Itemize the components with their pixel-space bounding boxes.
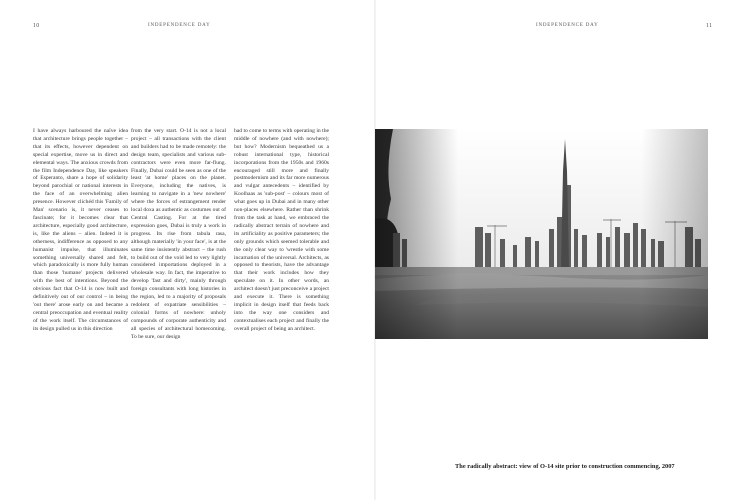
left-column-1 <box>33 128 128 334</box>
photo-caption: The radically abstract: view of O-14 site prior to construction commencing, 2007 <box>455 463 675 470</box>
left-column-2 <box>131 128 226 341</box>
right-running-head: INDEPENDENCE DAY <box>536 23 599 28</box>
right-page-number: 11 <box>706 23 713 29</box>
right-column <box>234 128 329 334</box>
body-text: I have always harboured the naïve idea that architecture brings people together – that its effects, however dependent on special expertise, move us in direct and elemental ways. The anxious crowds from the film Independence Day, like speakers of Esperanto, share a hope of solidarity beyond parochial or national interests in the face of an overwhelming alien presence. However clichéd this 'Family of Man' scenario is, it never ceases to fascinate; for it becomes clear that architecture, especially good architecture, is, like the aliens – alien. Indeed it is otherness, indifference as opposed to any humanist impulse, that illuminates something universally shared and felt, which paradoxically is more fully human than those 'humane' projects delivered with the best of intentions. Beyond the obvious fact that O-14 is now built and definitively out of our control – in being 'out there' arose early on and became a central preoccupation and eventual reality of the work itself. The circumstances of its design pulled us in this direction <box>33 128 128 332</box>
dubai-skyline-photo <box>375 129 708 339</box>
body-text: had to come to terms with operating in the middle of nowhere (and with nowhere); but how? Modernism bequeathed us a robust international type, historical incorporations from the 1950s and 1960s encouraged still more and finally postmodernism and its far more numerous and vulgar antecedents – identified by Koolhaas as 'sub-post' – colours most of what goes up in Dubai and in many other non-places elsewhere. Rather than shrink from the task at hand, we embraced the radically abstract terrain of nowhere and its artificiality as positive parameters; the only grounds which seemed tolerable and the only clear way to 'wrestle with some incarnation of the universal. Architects, as opposed to theorists, have the advantage that their work includes how they speculate on it. In other words, an architect doesn't just preconceive a project and execute it. There is something implicit in design itself that feeds back into the way one considers and contextualises each project and finally the overall project of being an architect. <box>234 128 329 332</box>
left-running-head: INDEPENDENCE DAY <box>148 23 211 28</box>
left-page-number: 10 <box>33 23 40 29</box>
photo-illustration <box>375 129 708 339</box>
body-text: from the very start. O-14 is not a local project – all transactions with the client and builders had to be made remotely: the design team, specialists and various sub-contractors were even more far-flung. Finally, Dubai could be seen as one of the least 'at home' places on the planet. Everyone, including the natives, is learning to navigate in a 'new nowhere' where the forces of estrangement render local doxa as authentic as costumes out of Central Casting. For at the tired expression goes, Dubai is truly a work in progress. Its rise from tabula rasa, although materially 'in your face', is at the same time insistently abstract – the rush to build out of the void led to very lightly considered importations deployed in a wholesale way. In fact, the imperative to develop 'fast and dirty', mainly through foreign consultants with long histories in the region, led to a majority of proposals redolent of expatriate sensibilities – colonial forms of nowhere: unholy compounds of corporate authenticity and all species of architectural homecoming. To be sure, our design <box>131 128 226 340</box>
